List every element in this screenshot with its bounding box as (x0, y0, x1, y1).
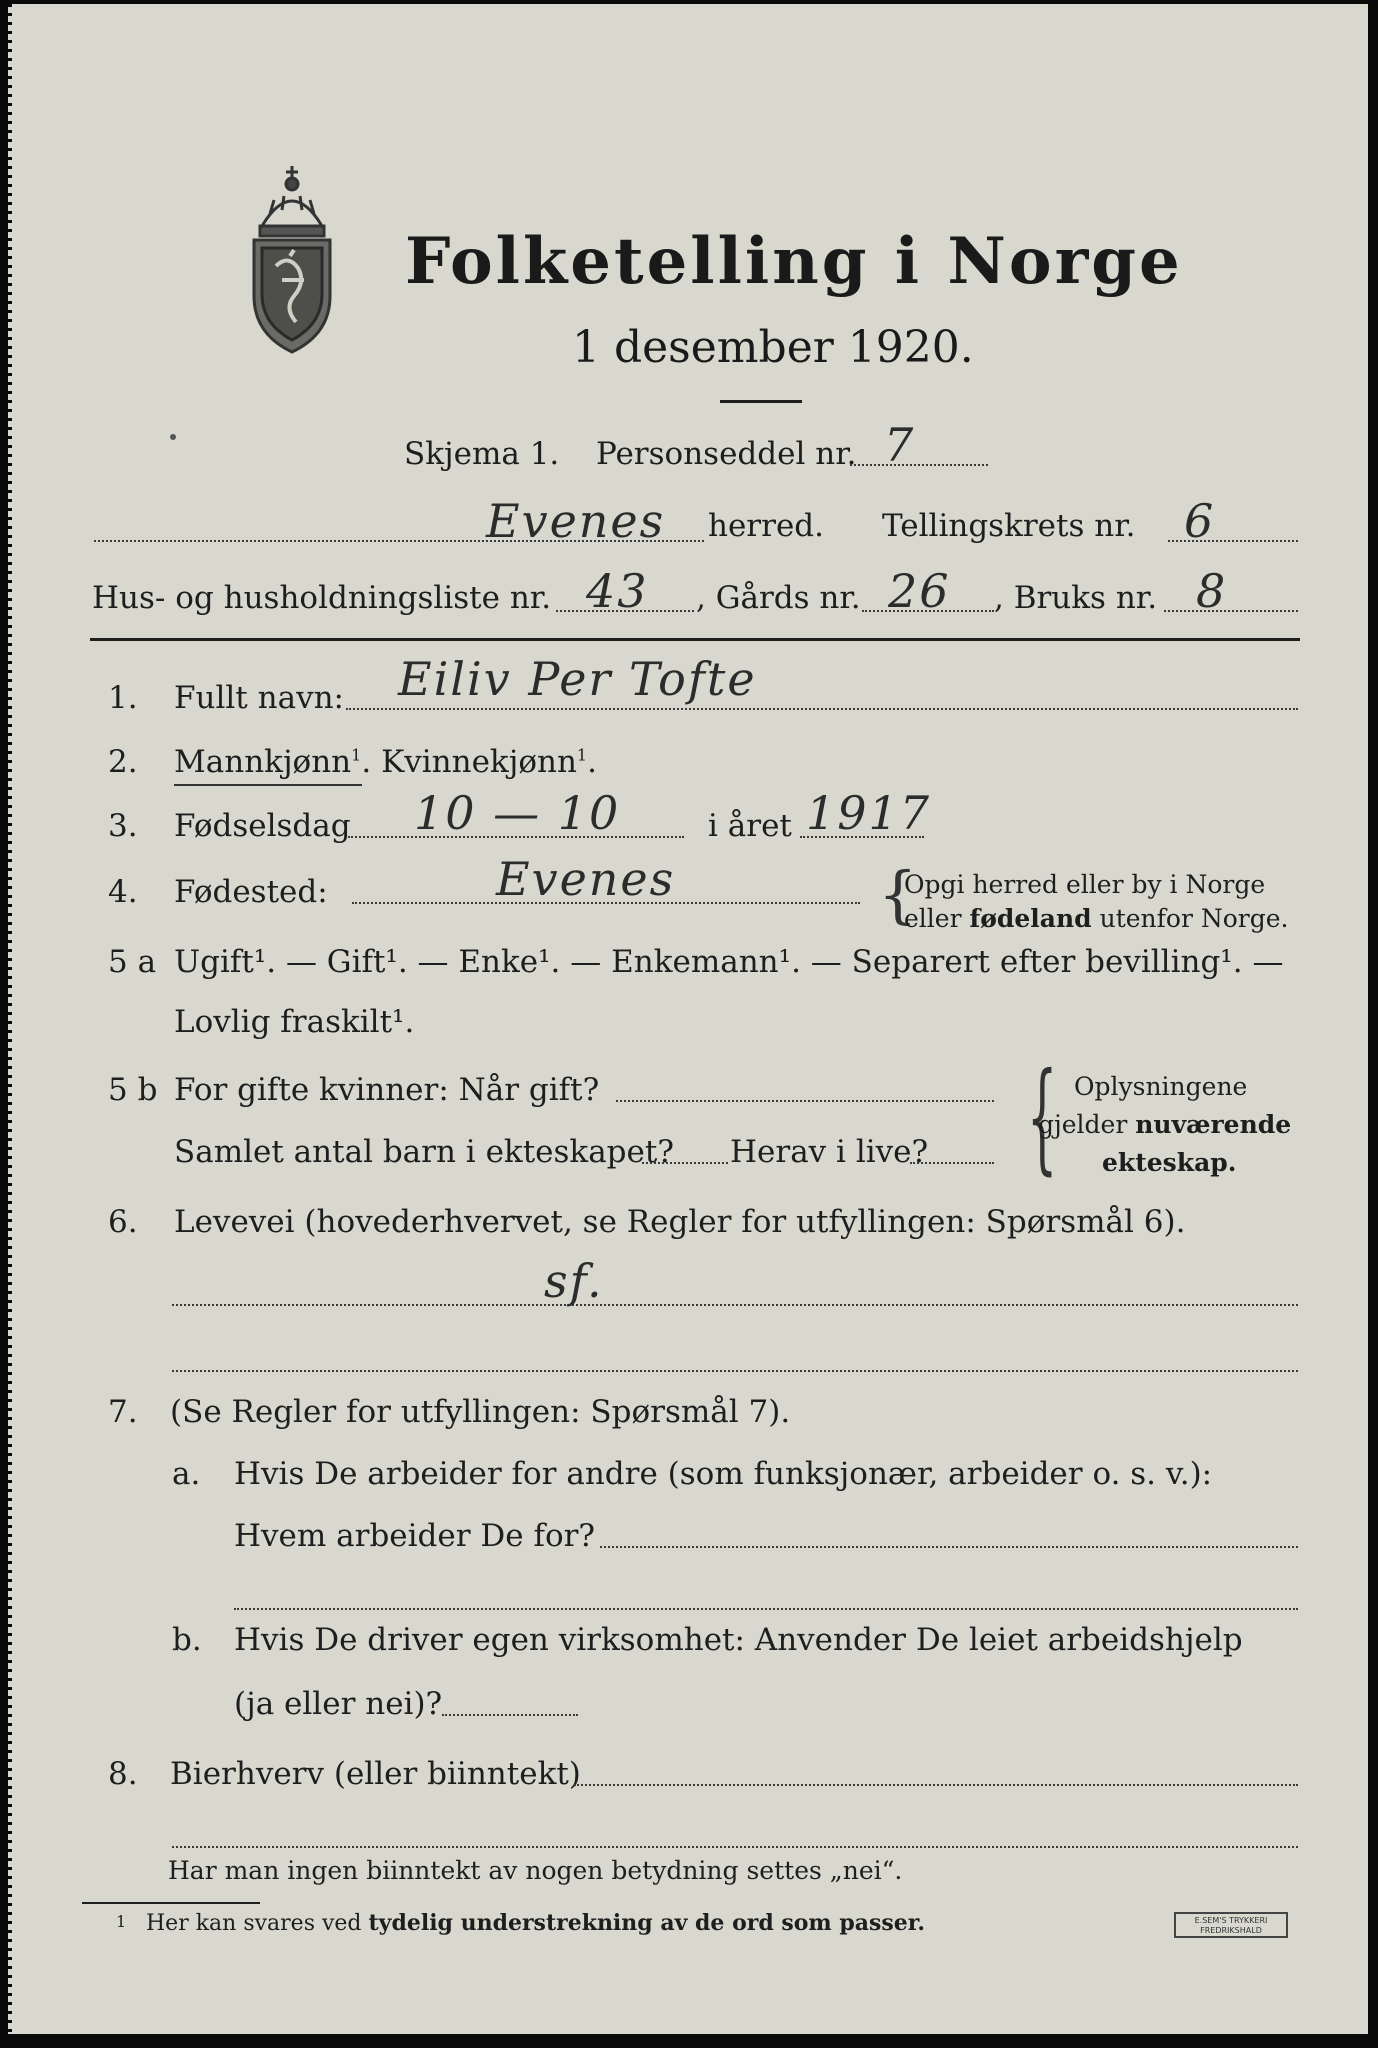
birthday-value: 10 — 10 (414, 786, 621, 840)
q7b-line2: (ja eller nei)? (234, 1686, 443, 1722)
q6-label: Levevei (hovederhvervet, se Regler for utfyllingen: Spørsmål 6). (174, 1204, 1186, 1240)
schema-label: Skjema 1. (404, 436, 560, 472)
personseddel-label: Personseddel nr. (596, 436, 857, 472)
printer-stamp: E.SEM'S TRYKKERI FREDRIKSHALD (1174, 1912, 1288, 1938)
bruks-value: 8 (1196, 564, 1228, 618)
option-kvinnekjonn[interactable]: Kvinnekjønn$^1$. (381, 744, 597, 780)
q8-number: 8. (108, 1756, 138, 1792)
occupation-field[interactable] (172, 1304, 1298, 1306)
q4-number: 4. (108, 874, 138, 910)
occupation-field-2[interactable] (172, 1370, 1298, 1372)
q5b-number: 5 b (108, 1072, 158, 1108)
q3-label: Fødselsdag (174, 808, 351, 844)
option-mannkjonn[interactable]: Mannkjønn$^1$. (174, 744, 372, 780)
q7a-line2: Hvem arbeider De for? (234, 1518, 596, 1554)
form-date: 1 desember 1920. (572, 322, 974, 373)
children-count-field[interactable] (642, 1162, 728, 1164)
birth-year-value: 1917 (806, 786, 932, 840)
perforated-edge (8, 4, 12, 2034)
q4-brace: { (878, 858, 918, 931)
marital-status-divorced[interactable]: Lovlig fraskilt¹. (174, 1004, 415, 1040)
q1-number: 1. (108, 680, 138, 716)
q5b-married-label: For gifte kvinner: Når gift? (174, 1072, 600, 1108)
birthplace-value: Evenes (496, 852, 676, 906)
full-name-value: Eiliv Per Tofte (398, 652, 757, 706)
form-title: Folketelling i Norge (405, 224, 1183, 299)
q7-number: 7. (108, 1394, 138, 1430)
hired-help-field[interactable] (442, 1714, 578, 1716)
q5b-note-line3: ekteskap. (1102, 1148, 1237, 1177)
header-rule (90, 638, 1300, 641)
herred-value: Evenes (486, 494, 666, 548)
husholdningsliste-value: 43 (586, 564, 649, 618)
gender-options (174, 744, 597, 780)
gards-label: , Gårds nr. (696, 580, 861, 616)
employer-field-2[interactable] (234, 1608, 1298, 1610)
personseddel-field[interactable] (850, 464, 988, 466)
q7b-line1: Hvis De driver egen virksomhet: Anvender De leiet arbeidshjelp (234, 1622, 1243, 1658)
tellingskrets-label: Tellingskrets nr. (882, 508, 1136, 544)
footnote-text: Her kan svares ved tydelig understrekning av de ord som passer. (146, 1910, 926, 1936)
husholdningsliste-label: Hus- og husholdningsliste nr. (92, 580, 552, 616)
q5b-children-label: Samlet antal barn i ekteskapet? (174, 1134, 674, 1170)
title-divider (720, 400, 802, 403)
q5b-brace: { (1026, 1048, 1058, 1187)
full-name-field[interactable] (346, 708, 1298, 710)
q4-label: Fødested: (174, 874, 328, 910)
q2-number: 2. (108, 744, 138, 780)
q5b-alive-label: Herav i live? (730, 1134, 929, 1170)
married-date-field[interactable] (616, 1100, 994, 1102)
q5b-note-line1: Oplysningene (1074, 1072, 1248, 1101)
q5a-number: 5 a (108, 944, 157, 980)
mannkjonn-underline (174, 784, 362, 786)
gards-value: 26 (888, 564, 951, 618)
q7a-number: a. (172, 1456, 201, 1492)
q8-label: Bierhverv (eller biinntekt) (170, 1756, 581, 1792)
personseddel-value: 7 (884, 418, 916, 472)
tellingskrets-value: 6 (1184, 494, 1216, 548)
occupation-value: sf. (544, 1254, 604, 1308)
footnote-number: 1 (116, 1912, 127, 1931)
q6-number: 6. (108, 1204, 138, 1240)
q4-note-line2: eller fødeland utenfor Norge. (904, 904, 1289, 933)
side-income-field[interactable] (574, 1784, 1298, 1786)
side-income-field-2[interactable] (172, 1846, 1298, 1848)
q3-number: 3. (108, 808, 138, 844)
q4-note-line1: Opgi herred eller by i Norge (904, 870, 1266, 899)
bruks-field[interactable] (1164, 610, 1298, 612)
year-label: i året (708, 808, 792, 844)
bruks-label: , Bruks nr. (994, 580, 1158, 616)
ink-speck (170, 434, 176, 440)
q7a-line1: Hvis De arbeider for andre (som funksjonær, arbeider o. s. v.): (234, 1456, 1213, 1492)
children-alive-field[interactable] (910, 1162, 994, 1164)
q1-label: Fullt navn: (174, 680, 344, 716)
marital-status-options[interactable]: Ugift¹. — Gift¹. — Enke¹. — Enkemann¹. — Separert efter bevilling¹. — (174, 944, 1284, 980)
q7b-number: b. (172, 1622, 202, 1658)
employer-field[interactable] (600, 1546, 1298, 1548)
norwegian-coat-of-arms-icon (232, 156, 352, 366)
footnote-rule (82, 1902, 260, 1904)
herred-label: herred. (708, 508, 824, 544)
q7-label: (Se Regler for utfyllingen: Spørsmål 7). (170, 1394, 791, 1430)
q8-note: Har man ingen biinntekt av nogen betydning settes „nei“. (168, 1856, 903, 1885)
q5b-note-line2: gjelder nuværende (1038, 1110, 1292, 1139)
